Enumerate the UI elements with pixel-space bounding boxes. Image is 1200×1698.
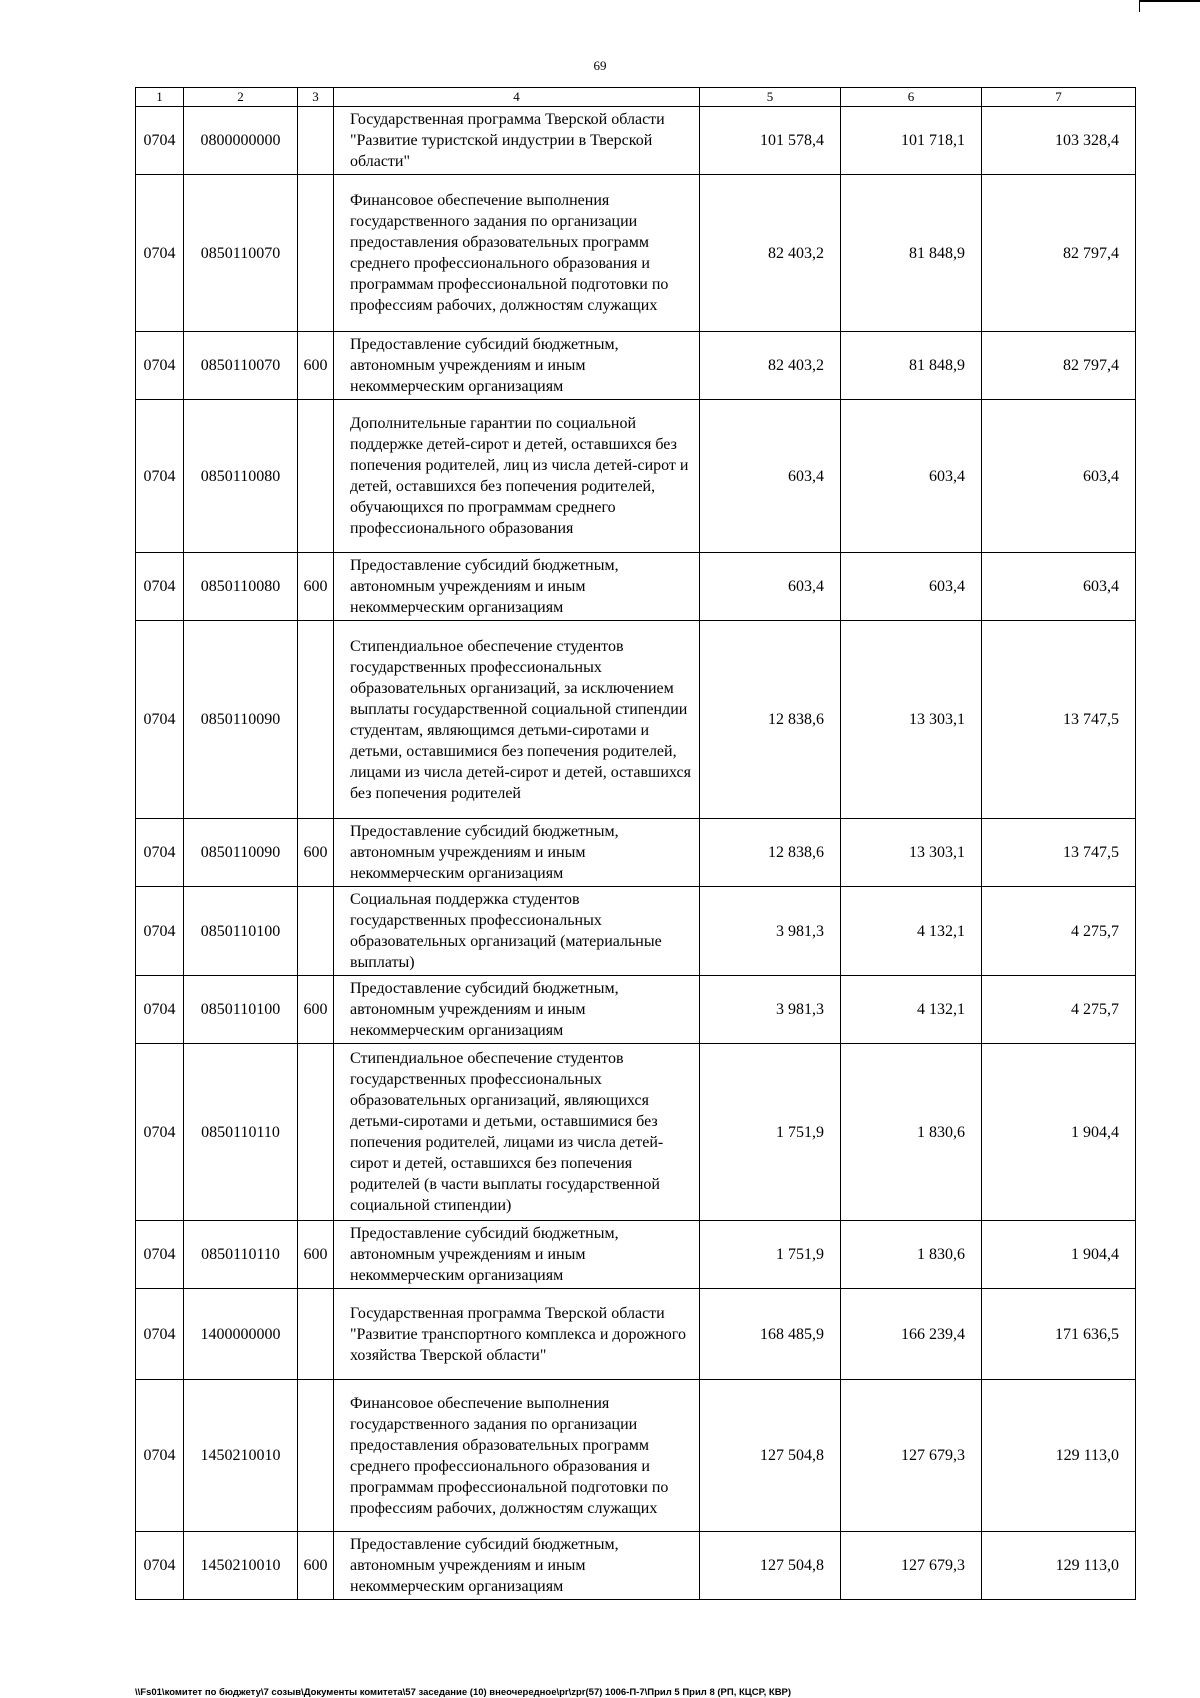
table-row: [136, 1044, 1136, 1221]
amount-year-1: 3 981,3: [700, 887, 841, 976]
section-code: 0704: [136, 976, 184, 1044]
amount-year-2: 101 718,1: [841, 107, 982, 175]
amount-year-3: 1 904,4: [982, 1221, 1136, 1289]
expense-type-code: 600: [298, 1221, 334, 1289]
amount-year-1: 127 504,8: [700, 1380, 841, 1532]
expense-type-code: [298, 107, 334, 175]
item-name: Государственная программа Тверской области "Развитие транспортного комплекса и дорожного хозяйства Тверской области": [334, 1289, 700, 1380]
amount-year-3: 129 113,0: [982, 1380, 1136, 1532]
target-article-code: 0850110110: [184, 1221, 298, 1289]
target-article-code: 1450210010: [184, 1532, 298, 1600]
amount-year-2: 603,4: [841, 553, 982, 621]
item-name: Финансовое обеспечение выполнения государственного задания по организации предоставления образовательных программ среднего профессионального образования и программам профессиональной подготовки по профессиям рабочих, должностям служащих: [334, 1380, 700, 1532]
table-row: [136, 1532, 1136, 1600]
section-code: 0704: [136, 332, 184, 400]
expense-type-code: [298, 1044, 334, 1221]
target-article-code: 0850110090: [184, 819, 298, 887]
item-name: Государственная программа Тверской области "Развитие туристской индустрии в Тверской области": [334, 107, 700, 175]
section-code: 0704: [136, 107, 184, 175]
amount-year-3: 1 904,4: [982, 1044, 1136, 1221]
amount-year-2: 1 830,6: [841, 1044, 982, 1221]
amount-year-2: 13 303,1: [841, 621, 982, 819]
expense-type-code: 600: [298, 1532, 334, 1600]
item-name: Предоставление субсидий бюджетным, автономным учреждениям и иным некоммерческим организациям: [334, 819, 700, 887]
amount-year-2: 4 132,1: [841, 887, 982, 976]
scan-edge-mark: [1140, 0, 1200, 2]
table-row: [136, 976, 1136, 1044]
expense-type-code: [298, 621, 334, 819]
column-header: 3: [298, 88, 334, 107]
column-number-row: [136, 88, 1136, 107]
expense-type-code: 600: [298, 976, 334, 1044]
target-article-code: 0850110080: [184, 400, 298, 553]
amount-year-2: 81 848,9: [841, 175, 982, 332]
target-article-code: 0850110070: [184, 332, 298, 400]
section-code: 0704: [136, 1044, 184, 1221]
item-name: Предоставление субсидий бюджетным, автономным учреждениям и иным некоммерческим организациям: [334, 976, 700, 1044]
table-row: [136, 332, 1136, 400]
amount-year-1: 127 504,8: [700, 1532, 841, 1600]
amount-year-2: 81 848,9: [841, 332, 982, 400]
amount-year-1: 1 751,9: [700, 1221, 841, 1289]
section-code: 0704: [136, 887, 184, 976]
section-code: 0704: [136, 1221, 184, 1289]
expense-type-code: [298, 1289, 334, 1380]
amount-year-1: 101 578,4: [700, 107, 841, 175]
expense-type-code: [298, 1380, 334, 1532]
column-header: 4: [334, 88, 700, 107]
target-article-code: 1400000000: [184, 1289, 298, 1380]
item-name: Социальная поддержка студентов государственных профессиональных образовательных организаций (материальные выплаты): [334, 887, 700, 976]
amount-year-3: 603,4: [982, 400, 1136, 553]
column-header: 2: [184, 88, 298, 107]
column-header: 1: [136, 88, 184, 107]
file-path-footer: \\Fs01\комитет по бюджету\7 созыв\Документы комитета\57 заседание (10) внеочередное\pr\zpr(57) 1006-П-7\Прил 5 Прил 8 (РП, КЦСР, КВР): [135, 1687, 792, 1698]
amount-year-1: 12 838,6: [700, 621, 841, 819]
expense-type-code: [298, 887, 334, 976]
item-name: Предоставление субсидий бюджетным, автономным учреждениям и иным некоммерческим организациям: [334, 1221, 700, 1289]
item-name: Предоставление субсидий бюджетным, автономным учреждениям и иным некоммерческим организациям: [334, 332, 700, 400]
target-article-code: 0850110080: [184, 553, 298, 621]
target-article-code: 0850110070: [184, 175, 298, 332]
table-row: [136, 819, 1136, 887]
amount-year-1: 3 981,3: [700, 976, 841, 1044]
section-code: 0704: [136, 553, 184, 621]
amount-year-2: 4 132,1: [841, 976, 982, 1044]
table-row: [136, 400, 1136, 553]
section-code: 0704: [136, 1532, 184, 1600]
page-number: 69: [593, 58, 607, 73]
target-article-code: 0850110090: [184, 621, 298, 819]
section-code: 0704: [136, 1380, 184, 1532]
amount-year-2: 603,4: [841, 400, 982, 553]
scan-edge-tick: [1139, 0, 1140, 12]
target-article-code: 0850110110: [184, 1044, 298, 1221]
expense-type-code: [298, 175, 334, 332]
table-row: [136, 887, 1136, 976]
amount-year-3: 13 747,5: [982, 819, 1136, 887]
amount-year-3: 103 328,4: [982, 107, 1136, 175]
column-header: 5: [700, 88, 841, 107]
amount-year-3: 4 275,7: [982, 976, 1136, 1044]
column-header: 6: [841, 88, 982, 107]
amount-year-3: 13 747,5: [982, 621, 1136, 819]
target-article-code: 0800000000: [184, 107, 298, 175]
amount-year-3: 171 636,5: [982, 1289, 1136, 1380]
table-row: [136, 175, 1136, 332]
target-article-code: 1450210010: [184, 1380, 298, 1532]
section-code: 0704: [136, 175, 184, 332]
item-name: Финансовое обеспечение выполнения государственного задания по организации предоставления образовательных программ среднего профессионального образования и программам профессиональной подготовки по профессиям рабочих, должностям служащих: [334, 175, 700, 332]
expense-type-code: 600: [298, 553, 334, 621]
amount-year-2: 127 679,3: [841, 1532, 982, 1600]
item-name: Предоставление субсидий бюджетным, автономным учреждениям и иным некоммерческим организациям: [334, 1532, 700, 1600]
column-header: 7: [982, 88, 1136, 107]
amount-year-1: 82 403,2: [700, 175, 841, 332]
amount-year-1: 168 485,9: [700, 1289, 841, 1380]
amount-year-1: 603,4: [700, 400, 841, 553]
amount-year-1: 82 403,2: [700, 332, 841, 400]
target-article-code: 0850110100: [184, 887, 298, 976]
amount-year-1: 12 838,6: [700, 819, 841, 887]
table-row: [136, 553, 1136, 621]
amount-year-3: 82 797,4: [982, 175, 1136, 332]
item-name: Дополнительные гарантии по социальной поддержке детей-сирот и детей, оставшихся без попечения родителей, лиц из числа детей-сирот и детей, оставшихся без попечения родителей, обучающихся по программам среднего профессионального образования: [334, 400, 700, 553]
target-article-code: 0850110100: [184, 976, 298, 1044]
amount-year-2: 166 239,4: [841, 1289, 982, 1380]
item-name: Стипендиальное обеспечение студентов государственных профессиональных образовательных организаций, являющихся детьми-сиротами и детьми, оставшимися без попечения родителей, лицами из числа детей-сирот и детей, оставшихся без попечения родителей (в части выплаты государственной социальной стипендии): [334, 1044, 700, 1221]
amount-year-1: 1 751,9: [700, 1044, 841, 1221]
budget-table: [135, 87, 1136, 1600]
amount-year-3: 129 113,0: [982, 1532, 1136, 1600]
amount-year-2: 1 830,6: [841, 1221, 982, 1289]
amount-year-2: 127 679,3: [841, 1380, 982, 1532]
table-row: [136, 621, 1136, 819]
expense-type-code: 600: [298, 332, 334, 400]
amount-year-3: 4 275,7: [982, 887, 1136, 976]
amount-year-3: 82 797,4: [982, 332, 1136, 400]
item-name: Предоставление субсидий бюджетным, автономным учреждениям и иным некоммерческим организациям: [334, 553, 700, 621]
amount-year-1: 603,4: [700, 553, 841, 621]
expense-type-code: 600: [298, 819, 334, 887]
amount-year-3: 603,4: [982, 553, 1136, 621]
table-row: [136, 1221, 1136, 1289]
section-code: 0704: [136, 400, 184, 553]
item-name: Стипендиальное обеспечение студентов государственных профессиональных образовательных организаций, за исключением выплаты государственной социальной стипендии студентам, являющимся детьми-сиротами и детьми, оставшимися без попечения родителей, лицами из числа детей-сирот и детей, оставшихся без попечения родителей: [334, 621, 700, 819]
table-row: [136, 107, 1136, 175]
section-code: 0704: [136, 1289, 184, 1380]
expense-type-code: [298, 400, 334, 553]
section-code: 0704: [136, 621, 184, 819]
section-code: 0704: [136, 819, 184, 887]
table-row: [136, 1289, 1136, 1380]
table-row: [136, 1380, 1136, 1532]
amount-year-2: 13 303,1: [841, 819, 982, 887]
